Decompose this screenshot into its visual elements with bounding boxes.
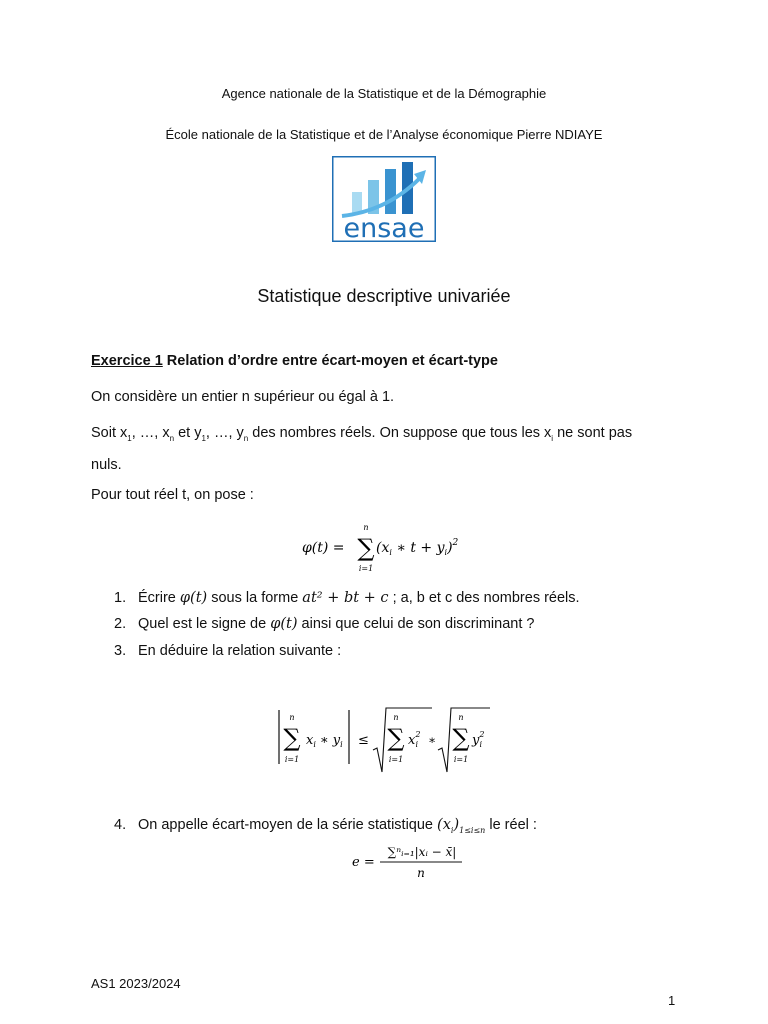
exercise-heading <box>91 353 498 369</box>
logo-bar-3 <box>385 169 396 214</box>
svg-text:n: n <box>417 866 425 880</box>
list-item-2: 2. Quel est le signe de φ(t) ainsi que celui de son discriminant ? <box>114 616 535 632</box>
agency-name: Agence nationale de la Statistique et de la Démographie <box>221 86 547 101</box>
svg-text:∑ⁿᵢ₌₁|xᵢ − x̄|: ∑ⁿᵢ₌₁|xᵢ − x̄| <box>387 845 457 859</box>
page-number: 1 <box>668 993 676 1008</box>
svg-text:n: n <box>289 713 295 722</box>
svg-text:n: n <box>363 523 369 532</box>
svg-text:∑: ∑ <box>357 534 375 562</box>
logo-text: ensae <box>343 213 425 242</box>
svg-text:≤: ≤ <box>358 733 369 748</box>
svg-text:i=1: i=1 <box>453 755 469 764</box>
svg-text:n: n <box>393 713 399 722</box>
paragraph-definitions: Soit $x_1$, …, $x_n$ et $y_1$, …, $y_n$ des nombres réels. On suppose que tous les $x_i$ ne sont pas nuls. <box>91 425 633 473</box>
exercise-number: Exercice 1 <box>91 353 163 369</box>
svg-text:i=1: i=1 <box>388 755 404 764</box>
school-name: École nationale de la Statistique et de l’Analyse économique Pierre NDIAYE <box>165 127 603 142</box>
svg-text:∑: ∑ <box>452 724 470 752</box>
svg-text:x2i: $x^2$ i <box>408 730 421 749</box>
svg-text:e =: e = <box>352 855 375 870</box>
svg-text:∑: ∑ <box>283 724 301 752</box>
svg-text:n: n <box>458 713 464 722</box>
list-item-3: 3. En déduire la relation suivante : <box>114 643 342 659</box>
formula-inequality <box>272 700 502 780</box>
paragraph-pose: Pour tout réel t, on pose : <box>91 487 254 503</box>
exercise-title: Relation d’ordre entre écart-moyen et écart-type <box>162 353 498 369</box>
svg-text:(xi ∗ t + yi)2: ($x_i$ ∗ $t + y_i)^2$ <box>376 538 459 557</box>
list-item-1: 1. Écrire φ(t) sous la forme at² + bt + c ; a, b et c des nombres réels. <box>114 590 580 606</box>
formula-phi <box>300 520 480 576</box>
svg-text:∗: ∗ <box>428 733 437 747</box>
formula-ecart-moyen <box>350 842 470 884</box>
svg-text:y2i: $y^2$ i <box>472 730 485 749</box>
svg-text:i=1: i=1 <box>358 564 374 573</box>
svg-text:∑: ∑ <box>387 724 405 752</box>
paragraph-intro: On considère un entier n supérieur ou égal à 1. <box>91 389 395 405</box>
svg-text:i=1: i=1 <box>284 755 300 764</box>
page-title: Statistique descriptive univariée <box>257 286 511 306</box>
footer-class-year: AS1 2023/2024 <box>91 976 181 991</box>
ensae-logo <box>332 156 436 242</box>
list-item-4: 4. On appelle écart-moyen de la série statistique $(x_i)_{1\le i\le n}$ le réel : <box>114 817 537 835</box>
svg-text:xi∗yi: $x_i$ ∗ $y_i$ <box>306 733 343 749</box>
svg-text:φ(t) =: φ(t) = <box>302 540 345 556</box>
